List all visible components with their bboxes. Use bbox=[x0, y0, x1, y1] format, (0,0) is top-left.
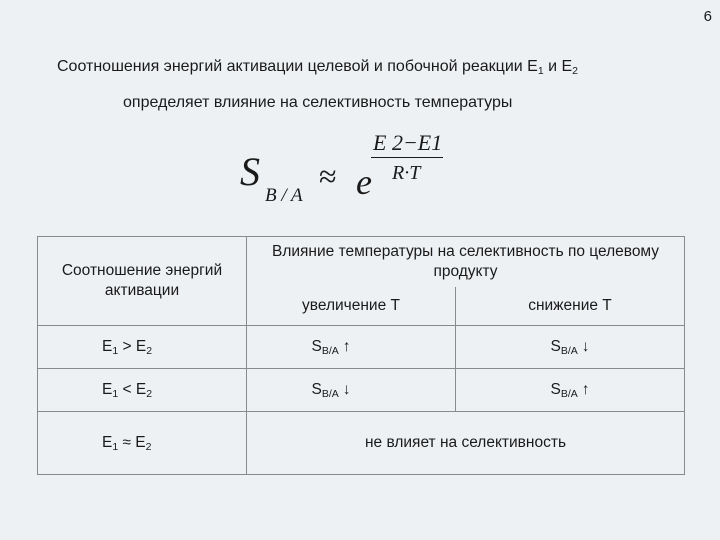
ratio-e2-sub: 2 bbox=[145, 440, 152, 453]
ratio-e1: E bbox=[102, 337, 113, 355]
ratio-e1-sub: 1 bbox=[112, 387, 119, 400]
header-temperature-increase: увеличение Т bbox=[247, 287, 456, 326]
ratio-operator: > E bbox=[118, 337, 147, 355]
ratio-e1-sub: 1 bbox=[112, 344, 119, 357]
intro-line-1 bbox=[57, 57, 697, 81]
selectivity-formula bbox=[236, 128, 466, 208]
formula-lhs-subscript: B / A bbox=[265, 185, 303, 206]
intro-sub-2: 2 bbox=[572, 65, 579, 77]
increase-effect-cell bbox=[247, 326, 456, 369]
decrease-effect-cell bbox=[456, 326, 685, 369]
selectivity-table bbox=[37, 236, 685, 475]
intro-line-1-and: и E bbox=[543, 58, 573, 75]
ratio-e2-sub: 2 bbox=[146, 344, 153, 357]
ratio-operator: < E bbox=[118, 380, 147, 398]
ratio-e1: E bbox=[102, 380, 113, 398]
page-number: 6 bbox=[703, 8, 712, 25]
ratio-e1-sub: 1 bbox=[112, 440, 119, 453]
arrow-up-icon: ↑ bbox=[581, 380, 590, 398]
energy-ratio-cell bbox=[38, 369, 247, 412]
formula-base: e bbox=[356, 162, 372, 202]
table-row bbox=[38, 369, 685, 412]
formula-approx-sign: ≈ bbox=[319, 158, 337, 194]
selectivity-sub: B/A bbox=[560, 344, 578, 357]
ratio-e2-sub: 2 bbox=[146, 387, 153, 400]
selectivity-symbol: S bbox=[550, 380, 561, 398]
selectivity-symbol: S bbox=[311, 337, 322, 355]
table-row bbox=[38, 412, 685, 475]
selectivity-symbol: S bbox=[311, 380, 322, 398]
header-energy-ratio: Соотношение энергий активации bbox=[38, 237, 247, 326]
selectivity-sub: B/A bbox=[321, 387, 339, 400]
selectivity-symbol: S bbox=[550, 337, 561, 355]
selectivity-sub: B/A bbox=[321, 344, 339, 357]
ratio-operator: ≈ E bbox=[118, 433, 146, 451]
intro-line-1-text: Соотношения энергий активации целевой и побочной реакции E bbox=[57, 58, 538, 75]
ratio-e1: E bbox=[102, 433, 113, 451]
formula-lhs: S bbox=[240, 149, 260, 194]
energy-ratio-cell bbox=[38, 412, 247, 475]
intro-sub-1: 1 bbox=[537, 65, 544, 77]
intro-text bbox=[57, 57, 697, 111]
decrease-effect-cell bbox=[456, 369, 685, 412]
formula-exponent-denominator: R·T bbox=[392, 162, 421, 184]
selectivity-sub: B/A bbox=[560, 387, 578, 400]
formula-exponent-numerator: E 2−E1 bbox=[373, 130, 443, 155]
energy-ratio-cell bbox=[38, 326, 247, 369]
table-header-row bbox=[38, 237, 685, 288]
no-effect-cell: не влияет на селективность bbox=[247, 412, 685, 475]
table-row bbox=[38, 326, 685, 369]
increase-effect-cell bbox=[247, 369, 456, 412]
formula-fraction-bar bbox=[371, 157, 443, 158]
arrow-down-icon: ↓ bbox=[342, 380, 351, 398]
header-temperature-influence: Влияние температуры на селективность по целевому продукту bbox=[247, 237, 685, 288]
arrow-up-icon: ↑ bbox=[342, 337, 351, 355]
arrow-down-icon: ↓ bbox=[581, 337, 590, 355]
intro-line-2: определяет влияние на селективность температуры bbox=[123, 94, 513, 111]
header-temperature-decrease: снижение Т bbox=[456, 287, 685, 326]
